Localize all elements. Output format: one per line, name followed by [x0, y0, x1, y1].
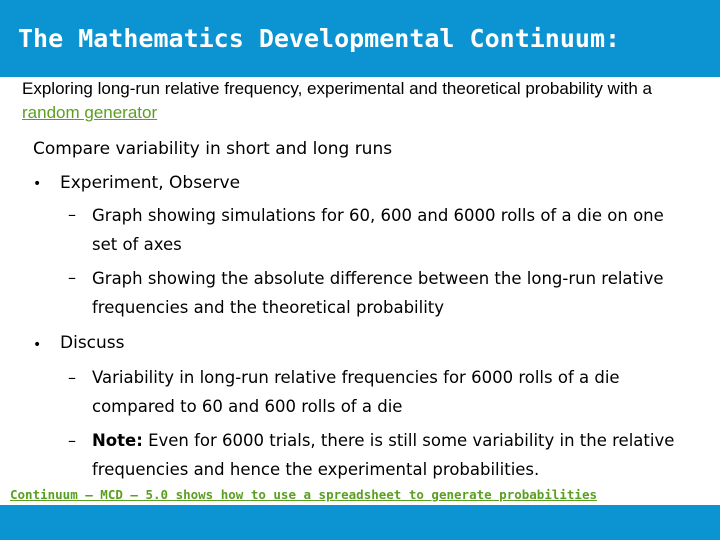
- bullet-experiment-observe: Experiment, Observe: [60, 173, 241, 193]
- sub-item-note: [92, 426, 682, 484]
- page-subtitle: [22, 77, 702, 125]
- note-label: Note:: [92, 431, 143, 450]
- random-generator-link[interactable]: random generator: [22, 103, 158, 122]
- dash-icon: –: [68, 431, 76, 450]
- bullet-discuss: Discuss: [60, 333, 125, 353]
- note-text: Even for 6000 trials, there is still some variability in the relative frequencies and hence the experimental probabilities.: [92, 431, 675, 479]
- dash-icon: –: [68, 368, 76, 387]
- sub-item-absolute-difference-graph: Graph showing the absolute difference between the long-run relative frequencies and the theoretical probability: [92, 269, 664, 317]
- continuum-footer-link[interactable]: Continuum – MCD – 5.0 shows how to use a spreadsheet to generate probabilities: [10, 487, 597, 502]
- bullet-icon: •: [33, 176, 42, 192]
- bottom-bar: [0, 505, 720, 540]
- bullet-icon: •: [33, 337, 42, 353]
- intro-text: Compare variability in short and long runs: [33, 139, 393, 159]
- dash-icon: –: [68, 268, 76, 287]
- sub-item-simulations-graph: Graph showing simulations for 60, 600 and 6000 rolls of a die on one set of axes: [92, 206, 664, 254]
- subtitle-text: Exploring long-run relative frequency, experimental and theoretical probability with a: [22, 79, 652, 98]
- sub-item-variability: Variability in long-run relative frequencies for 6000 rolls of a die compared to 60 and 600 rolls of a die: [92, 368, 620, 416]
- page-title: The Mathematics Developmental Continuum:: [18, 24, 621, 53]
- dash-icon: –: [68, 205, 76, 224]
